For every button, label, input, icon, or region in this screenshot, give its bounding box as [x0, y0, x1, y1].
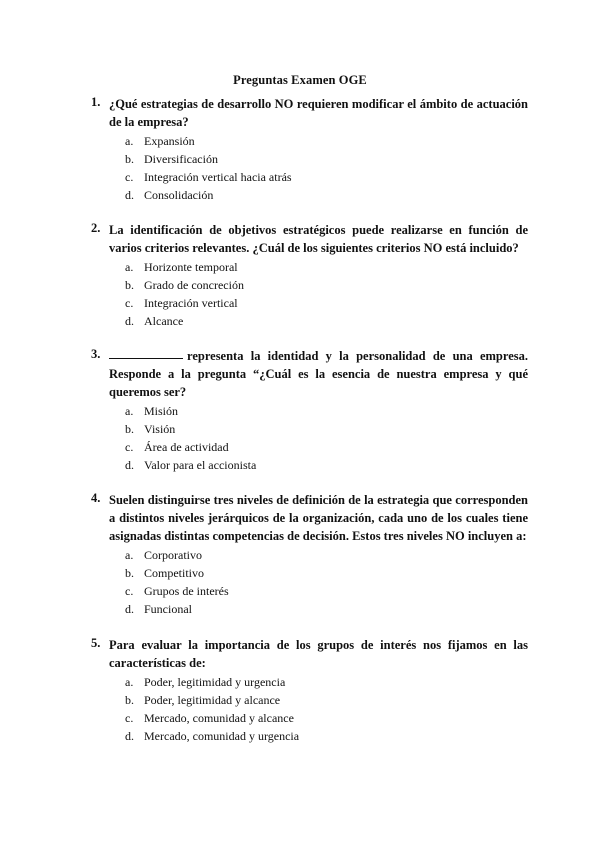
option-text: Funcional	[144, 602, 192, 616]
fill-in-blank	[109, 347, 183, 359]
option-text: Poder, legitimidad y urgencia	[144, 675, 286, 689]
option-c	[125, 168, 528, 186]
option-c	[125, 709, 528, 727]
option-text: Grado de concreción	[144, 278, 244, 292]
option-a	[125, 132, 528, 150]
option-text: Alcance	[144, 314, 184, 328]
option-letter: c.	[125, 296, 134, 310]
question-text: La identificación de objetivos estratégicos puede realizarse en función de varios criterios relevantes. ¿Cuál de los siguientes criterios NO está incluido?	[109, 223, 528, 255]
option-text: Integración vertical	[144, 296, 238, 310]
question-number: 4.	[91, 491, 101, 505]
option-text: Valor para el accionista	[144, 458, 257, 472]
option-a	[125, 546, 528, 564]
option-d	[125, 456, 528, 474]
option-text: Área de actividad	[144, 440, 229, 454]
document-title: Preguntas Examen OGE	[233, 73, 367, 87]
option-d	[125, 727, 528, 745]
option-letter: a.	[125, 675, 134, 689]
option-text: Misión	[144, 404, 179, 418]
option-letter: d.	[125, 602, 134, 616]
option-text: Horizonte temporal	[144, 260, 238, 274]
option-letter: c.	[125, 440, 134, 454]
option-b	[125, 276, 528, 294]
option-c	[125, 438, 528, 456]
option-letter: a.	[125, 404, 134, 418]
option-text: Visión	[144, 422, 176, 436]
option-d	[125, 600, 528, 618]
option-d	[125, 186, 528, 204]
option-b	[125, 691, 528, 709]
question-4	[91, 491, 528, 618]
option-text: Mercado, comunidad y urgencia	[144, 729, 300, 743]
options-list	[125, 546, 528, 618]
question-text	[109, 347, 528, 401]
question-1	[91, 95, 528, 204]
question-text-body: representa la identidad y la personalidad de una empresa. Responde a la pregunta “¿Cuál es la esencia de nuestra empresa y qué queremos ser?	[109, 349, 528, 399]
question-number: 5.	[91, 636, 101, 650]
option-letter: c.	[125, 711, 134, 725]
option-letter: d.	[125, 458, 134, 472]
option-text: Diversificación	[144, 152, 218, 166]
option-a	[125, 258, 528, 276]
options-list	[125, 673, 528, 745]
options-list	[125, 402, 528, 474]
option-letter: c.	[125, 170, 134, 184]
option-letter: b.	[125, 566, 134, 580]
question-3	[91, 347, 528, 474]
option-a	[125, 673, 528, 691]
question-number: 2.	[91, 221, 101, 235]
option-a	[125, 402, 528, 420]
question-text: Para evaluar la importancia de los grupos de interés nos fijamos en las características de:	[109, 638, 528, 670]
option-letter: a.	[125, 548, 134, 562]
option-letter: d.	[125, 188, 134, 202]
question-text: ¿Qué estrategias de desarrollo NO requieren modificar el ámbito de actuación de la empresa?	[109, 97, 528, 129]
option-letter: b.	[125, 152, 134, 166]
option-letter: a.	[125, 260, 134, 274]
option-text: Grupos de interés	[144, 584, 229, 598]
question-number: 3.	[91, 347, 101, 361]
option-c	[125, 582, 528, 600]
option-letter: d.	[125, 729, 134, 743]
option-letter: d.	[125, 314, 134, 328]
option-letter: c.	[125, 584, 134, 598]
option-text: Consolidación	[144, 188, 214, 202]
options-list	[125, 258, 528, 330]
question-number: 1.	[91, 95, 101, 109]
option-letter: b.	[125, 278, 134, 292]
option-b	[125, 564, 528, 582]
option-text: Integración vertical hacia atrás	[144, 170, 292, 184]
option-text: Poder, legitimidad y alcance	[144, 693, 281, 707]
option-letter: a.	[125, 134, 134, 148]
question-2	[91, 221, 528, 330]
option-b	[125, 420, 528, 438]
options-list	[125, 132, 528, 204]
question-text: Suelen distinguirse tres niveles de definición de la estrategia que corresponden a distintos niveles jerárquicos de la organización, cada uno de los cuales tiene asignadas distintas competencias de decisión. Estos tres niveles NO incluyen a:	[109, 493, 528, 543]
option-letter: b.	[125, 693, 134, 707]
option-text: Corporativo	[144, 548, 202, 562]
option-b	[125, 150, 528, 168]
option-d	[125, 312, 528, 330]
option-letter: b.	[125, 422, 134, 436]
option-text: Expansión	[144, 134, 195, 148]
option-c	[125, 294, 528, 312]
option-text: Competitivo	[144, 566, 204, 580]
option-text: Mercado, comunidad y alcance	[144, 711, 294, 725]
question-5	[91, 636, 528, 745]
